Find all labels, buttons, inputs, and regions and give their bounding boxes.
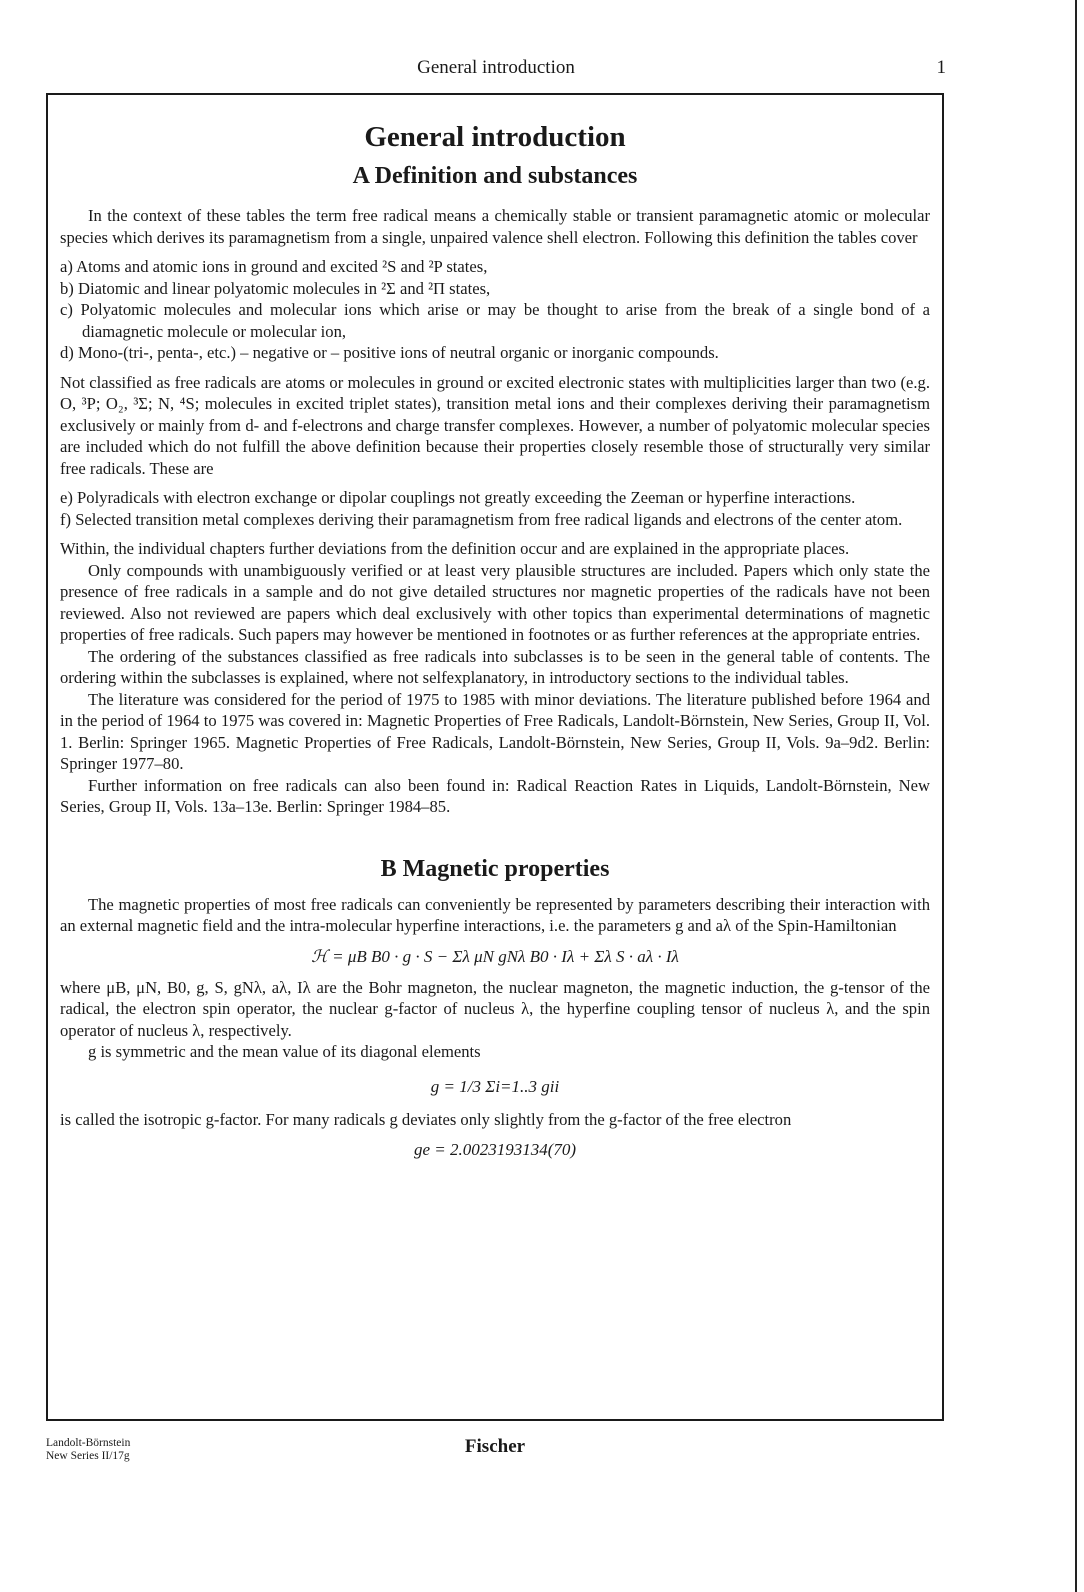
section-b-intro: The magnetic properties of most free radicals can conveniently be represented by parameters describing their interaction with an external magnetic field and the intra-molecular hyperfine interactions, i.e. the parameters g and aλ of the Spin-Hamiltonian [60,894,930,935]
running-head [46,57,946,83]
list-item: b) Diatomic and linear polyatomic molecules in ²Σ and ²Π states, [60,278,491,298]
paragraph-isotropic: is called the isotropic g-factor. For many radicals g deviates only slightly from the g-factor of the free electron [60,1109,792,1129]
list-item: d) Mono-(tri-, penta-, etc.) – negative or – positive ions of neutral organic or inorganic compounds. [60,343,719,362]
page-edge-rule [1075,0,1077,1592]
paragraph-where: where μB, μN, B0, g, S, gNλ, aλ, Iλ are the Bohr magneton, the nuclear magneton, the magnetic induction, the g-tensor of the radical, the electron spin operator, the nuclear g-factor of nucleus λ, the hyperfine coupling tensor of nucleus λ, and the spin operator of nucleus λ, respectively. [60,977,930,1040]
footer-series-line: New Series II/17g [46,1450,130,1462]
list-item: e) Polyradicals with electron exchange or dipolar couplings not greatly exceeding the Zeeman or hyperfine interactions. [60,488,856,507]
footer-series-line: Landolt-Börnstein [46,1437,131,1449]
paragraph-not-classified: Not classified as free radicals are atoms or molecules in ground or excited electronic states with multiplicities larger than two (e.g. O, ³P; O₂, ³Σ; N, ⁴S; molecules in excited triplet states), transition metal ions and their complexes deriving their paramagnetism exclusively or mainly from d- and f-electrons and charge transfer complexes. However, a number of polyatomic molecular species are included which do not fulfill the above definition because their properties closely resemble those of structurally very similar free radicals. These are [60,372,930,478]
list-item: c) Polyatomic molecules and molecular ions which arise or may be thought to arise from the break of a single bond of a diamagnetic molecule or molecular ion, [60,300,930,341]
list-item: a) Atoms and atomic ions in ground and excited ²S and ²P states, [60,257,488,276]
spin-hamiltonian-formula: ℋ = μB B0 · g · S − Σλ μN gNλ B0 · Iλ + Σλ S · aλ · Iλ [311,946,679,966]
page-number: 1 [936,57,946,78]
paragraph-literature: The literature was considered for the period of 1975 to 1985 with minor deviations. The literature published before 1964 and in the period of 1964 to 1975 was covered in: Magnetic Properties of Free Radicals, Landolt-Börnstein, New Series, Group II, Vol. 1. Berlin: Springer 1965. Magnetic Properties of Free Radicals, Landolt-Börnstein, New Series, Group II, Vols. 9a–9d2. Berlin: Springer 1977–80. [60,689,930,773]
g-mean-formula: g = 1/3 Σi=1..3 gii [430,1076,560,1096]
paragraph-within: Within, the individual chapters further deviations from the definition occur and are explained in the appropriate places. [60,539,850,558]
footer-author: Fischer [464,1436,526,1457]
paragraph-only-compounds: Only compounds with unambiguously verified or at least very plausible structures are included. Papers which only state the presence of free radicals in a sample and do not give detailed structures nor magnetic properties of the radicals have not been reviewed. Also not reviewed are papers which deal exclusively with other topics than experimental determinations of magnetic properties of free radicals. Such papers may however be mentioned in footnotes or as further references at the appropriate entries. [60,560,930,644]
section-b-title: B Magnetic properties [380,855,610,882]
paragraph-ordering: The ordering of the substances classified as free radicals into subclasses is to be seen in the general table of contents. The ordering within the subclasses is explained, where not selfexplanatory, in introductory sections to the individual tables. [60,646,930,687]
content-frame [46,93,944,1421]
main-title: General introduction [364,121,626,153]
free-electron-g-formula: ge = 2.0023193134(70) [413,1140,577,1159]
paragraph-further-information: Further information on free radicals can also been found in: Radical Reaction Rates in Liquids, Landolt-Börnstein, New Series, Group II, Vols. 13a–13e. Berlin: Springer 1984–85. [60,775,930,816]
list-included-species [60,487,930,530]
list-item: f) Selected transition metal complexes deriving their paramagnetism from free radical ligands and electrons of the center atom. [60,509,903,529]
list-radical-types [60,256,930,364]
running-head-title: General introduction [417,57,575,78]
section-a-intro: In the context of these tables the term free radical means a chemically stable or transient paramagnetic atomic or molecular species which derives its paramagnetism from a single, unpaired valence shell electron. Following this definition the tables cover [60,206,930,247]
section-a-title: A Definition and substances [352,163,638,189]
paragraph-g-symmetric: g is symmetric and the mean value of its diagonal elements [88,1042,481,1061]
